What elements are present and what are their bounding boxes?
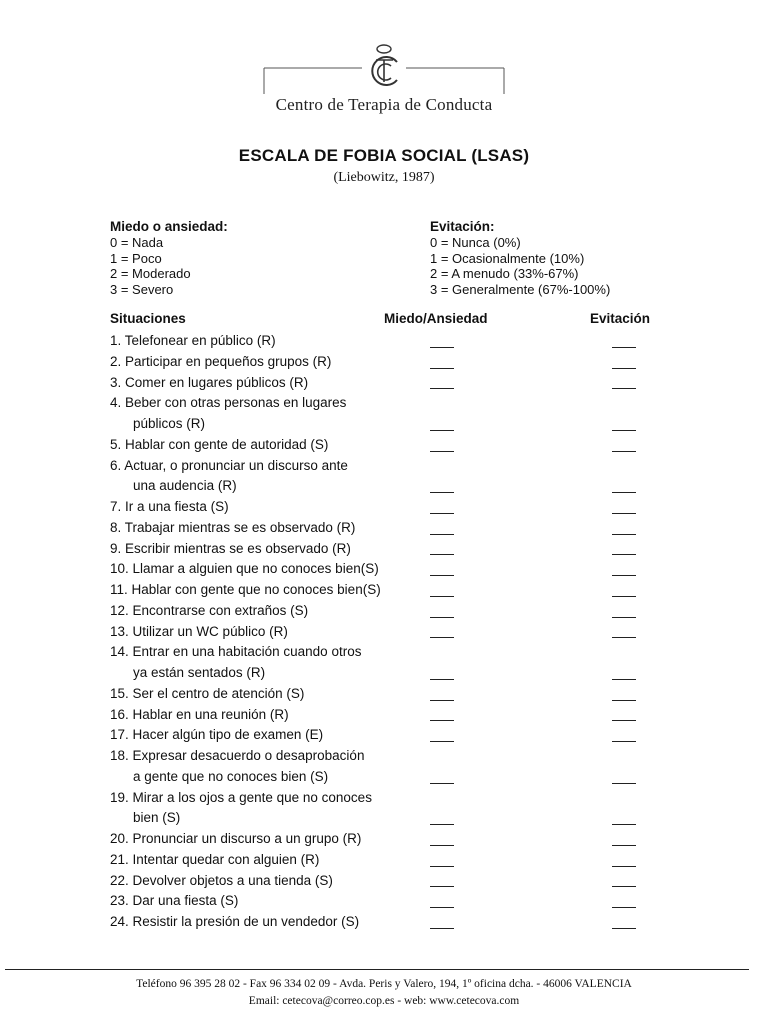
situation-text — [110, 788, 400, 830]
table-row — [0, 373, 768, 394]
situation-text — [110, 393, 400, 435]
avoidance-answer-blank[interactable] — [612, 783, 636, 784]
situation-label: Trabajar mientras se es observado (R) — [124, 519, 356, 535]
table-row — [0, 642, 768, 684]
table-row — [0, 539, 768, 560]
avoidance-answer-blank[interactable] — [612, 617, 636, 618]
avoidance-legend-item: 3 = Generalmente (67%-100%) — [430, 281, 611, 297]
situation-number: 20. — [110, 831, 129, 846]
situation-text — [110, 891, 400, 912]
fear-answer-blank[interactable] — [430, 783, 454, 784]
situation-text — [110, 746, 400, 788]
avoidance-answer-blank[interactable] — [612, 679, 636, 680]
situation-text — [110, 518, 400, 539]
fear-answer-blank[interactable] — [430, 637, 454, 638]
fear-answer-blank[interactable] — [430, 347, 454, 348]
avoidance-answer-blank[interactable] — [612, 513, 636, 514]
situation-label-continued: públicos (R) — [133, 416, 206, 431]
situation-text — [110, 559, 400, 580]
table-row — [0, 850, 768, 871]
situation-number: 7. — [110, 499, 122, 514]
situation-text — [110, 601, 400, 622]
fear-answer-blank[interactable] — [430, 368, 454, 369]
fear-answer-blank[interactable] — [430, 534, 454, 535]
situation-text — [110, 373, 400, 394]
table-row — [0, 352, 768, 373]
situation-label-continued: bien (S) — [133, 810, 181, 826]
table-row — [0, 912, 768, 933]
avoidance-legend-item: 1 = Ocasionalmente (10%) — [430, 250, 585, 266]
situation-label: Ser el centro de atención (S) — [132, 685, 305, 701]
page-subtitle: (Liebowitz, 1987) — [333, 170, 435, 185]
situation-label: Hablar en una reunión (R) — [132, 706, 289, 722]
avoidance-answer-blank[interactable] — [612, 492, 636, 493]
fear-answer-blank[interactable] — [430, 617, 454, 618]
situation-label: Beber con otras personas en lugares — [125, 395, 347, 411]
table-row — [0, 497, 768, 518]
avoidance-answer-blank[interactable] — [612, 637, 636, 638]
situation-text — [110, 456, 400, 498]
ctc-monogram-icon — [262, 42, 506, 94]
fear-answer-blank[interactable] — [430, 430, 454, 431]
fear-answer-blank[interactable] — [430, 596, 454, 597]
situation-number: 8. — [110, 519, 122, 535]
avoidance-answer-blank[interactable] — [612, 596, 636, 597]
table-row — [0, 393, 768, 435]
situation-number: 9. — [110, 540, 122, 556]
situation-label: Actuar, o pronunciar un discurso ante — [124, 457, 348, 473]
table-row — [0, 580, 768, 601]
fear-legend-item: 0 = Nada — [110, 235, 164, 251]
table-row — [0, 518, 768, 539]
fear-answer-blank[interactable] — [430, 679, 454, 680]
situation-label: Intentar quedar con alguien (R) — [132, 851, 320, 867]
situation-text — [110, 725, 400, 746]
table-row — [0, 871, 768, 892]
situation-number: 4. — [110, 395, 122, 411]
situation-text — [110, 871, 400, 892]
situation-text — [110, 829, 400, 850]
situation-text — [110, 580, 400, 601]
avoidance-legend-item: 2 = A menudo (33%-67%) — [430, 266, 579, 282]
fear-answer-blank[interactable] — [430, 928, 454, 929]
situation-label: Encontrarse con extraños (S) — [132, 602, 309, 618]
avoidance-legend-item: 0 = Nunca (0%) — [430, 235, 521, 251]
situation-text — [110, 331, 400, 352]
fear-answer-blank[interactable] — [430, 886, 454, 887]
situation-label: Devolver objetos a una tienda (S) — [132, 872, 333, 888]
situation-text — [110, 705, 400, 726]
fear-answer-blank[interactable] — [430, 388, 454, 389]
table-header — [0, 311, 768, 329]
avoidance-answer-blank[interactable] — [612, 886, 636, 887]
situation-number: 22. — [110, 872, 129, 888]
avoidance-answer-blank[interactable] — [612, 928, 636, 929]
fear-answer-blank[interactable] — [430, 700, 454, 701]
situation-number: 18. — [110, 748, 129, 763]
table-row — [0, 788, 768, 830]
situation-number: 1. — [110, 333, 122, 348]
avoidance-legend — [430, 219, 610, 297]
org-logo — [262, 42, 506, 116]
situation-text — [110, 539, 400, 560]
fear-legend-item: 3 = Severo — [110, 281, 174, 297]
situation-number: 14. — [110, 644, 129, 660]
situation-number: 15. — [110, 685, 129, 701]
situations-list — [0, 331, 768, 933]
situation-number: 3. — [110, 374, 122, 390]
situation-label: Escribir mientras se es observado (R) — [125, 540, 351, 556]
situation-number: 23. — [110, 893, 129, 909]
situation-label: Expresar desacuerdo o desaprobación — [132, 748, 365, 763]
avoidance-answer-blank[interactable] — [612, 824, 636, 825]
table-row — [0, 725, 768, 746]
situation-number: 19. — [110, 789, 129, 805]
table-row — [0, 435, 768, 456]
situation-number: 13. — [110, 623, 129, 639]
avoidance-answer-blank[interactable] — [612, 907, 636, 908]
fear-legend — [110, 219, 228, 297]
situation-number: 17. — [110, 727, 129, 743]
avoidance-answer-blank[interactable] — [612, 700, 636, 701]
fear-answer-blank[interactable] — [430, 845, 454, 846]
situation-text — [110, 684, 400, 705]
footer-contact: Teléfono 96 395 28 02 - Fax 96 334 02 09 - Avda. Peris y Valero, 194, 1º oficina dcha. - 46006 VALENCIA — [136, 978, 632, 990]
avoidance-answer-blank[interactable] — [612, 554, 636, 555]
situation-number: 5. — [110, 436, 122, 452]
table-row — [0, 684, 768, 705]
fear-answer-blank[interactable] — [430, 575, 454, 576]
situation-text — [110, 497, 400, 518]
situation-text — [110, 435, 400, 456]
table-row — [0, 829, 768, 850]
avoidance-answer-blank[interactable] — [612, 368, 636, 369]
avoidance-answer-blank[interactable] — [612, 575, 636, 576]
table-row — [0, 559, 768, 580]
avoidance-answer-blank[interactable] — [612, 388, 636, 389]
situation-label: Llamar a alguien que no conoces bien(S) — [132, 561, 379, 577]
situation-label: Pronunciar un discurso a un grupo (R) — [132, 831, 362, 846]
situation-label: Telefonear en público (R) — [124, 333, 276, 348]
fear-answer-blank[interactable] — [430, 907, 454, 908]
org-name: Centro de Terapia de Conducta — [275, 95, 493, 114]
table-row — [0, 746, 768, 788]
situation-number: 11. — [110, 582, 128, 597]
fear-answer-blank[interactable] — [430, 741, 454, 742]
situation-label: Comer en lugares públicos (R) — [125, 374, 309, 390]
table-row — [0, 622, 768, 643]
situation-label: Participar en pequeños grupos (R) — [125, 353, 332, 369]
table-row — [0, 891, 768, 912]
situation-label: Utilizar un WC público (R) — [132, 623, 288, 639]
avoidance-answer-blank[interactable] — [612, 741, 636, 742]
situation-number: 16. — [110, 706, 129, 722]
situation-label-continued: una audencia (R) — [133, 478, 237, 494]
avoidance-answer-blank[interactable] — [612, 430, 636, 431]
situation-number: 21. — [110, 851, 129, 867]
page-title: ESCALA DE FOBIA SOCIAL (LSAS) — [238, 146, 530, 165]
situation-number: 12. — [110, 602, 129, 618]
fear-answer-blank[interactable] — [430, 451, 454, 452]
fear-answer-blank[interactable] — [430, 824, 454, 825]
fear-answer-blank[interactable] — [430, 720, 454, 721]
avoidance-answer-blank[interactable] — [612, 720, 636, 721]
column-header-fear: Miedo/Ansiedad — [384, 311, 488, 326]
situation-label-continued: ya están sentados (R) — [133, 665, 266, 680]
fear-answer-blank[interactable] — [430, 554, 454, 555]
situation-text — [110, 352, 400, 373]
situation-number: 2. — [110, 353, 122, 369]
avoidance-answer-blank[interactable] — [612, 866, 636, 867]
situation-label-continued: a gente que no conoces bien (S) — [133, 768, 329, 784]
situation-number: 24. — [110, 914, 129, 929]
situation-number: 6. — [110, 457, 122, 473]
fear-answer-blank[interactable] — [430, 492, 454, 493]
avoidance-answer-blank[interactable] — [612, 347, 636, 348]
table-row — [0, 456, 768, 498]
situation-text — [110, 912, 400, 933]
situation-label: Mirar a los ojos a gente que no conoces — [132, 789, 372, 805]
situation-text — [110, 850, 400, 871]
situation-label: Hablar con gente que no conoces bien(S) — [131, 582, 381, 597]
avoidance-answer-blank[interactable] — [612, 845, 636, 846]
footer-web: Email: cetecova@correo.cop.es - web: www.cetecova.com — [248, 995, 520, 1007]
fear-legend-item: 1 = Poco — [110, 250, 162, 266]
table-row — [0, 331, 768, 352]
avoidance-legend-heading: Evitación: — [430, 219, 495, 234]
situation-label: Dar una fiesta (S) — [132, 893, 239, 909]
fear-legend-heading: Miedo o ansiedad: — [110, 219, 228, 234]
column-header-avoidance: Evitación — [590, 311, 651, 326]
table-row — [0, 601, 768, 622]
fear-legend-item: 2 = Moderado — [110, 266, 191, 282]
situation-text — [110, 642, 400, 684]
situation-label: Hacer algún tipo de examen (E) — [132, 727, 324, 743]
situation-text — [110, 622, 400, 643]
avoidance-answer-blank[interactable] — [612, 451, 636, 452]
situation-number: 10. — [110, 561, 129, 577]
fear-answer-blank[interactable] — [430, 866, 454, 867]
footer-divider — [5, 969, 749, 970]
avoidance-answer-blank[interactable] — [612, 534, 636, 535]
situation-label: Ir a una fiesta (S) — [125, 499, 229, 514]
column-header-situations: Situaciones — [110, 311, 186, 326]
situation-label: Entrar en una habitación cuando otros — [132, 644, 362, 660]
table-row — [0, 705, 768, 726]
situation-label: Resistir la presión de un vendedor (S) — [132, 914, 360, 929]
fear-answer-blank[interactable] — [430, 513, 454, 514]
situation-label: Hablar con gente de autoridad (S) — [125, 436, 329, 452]
